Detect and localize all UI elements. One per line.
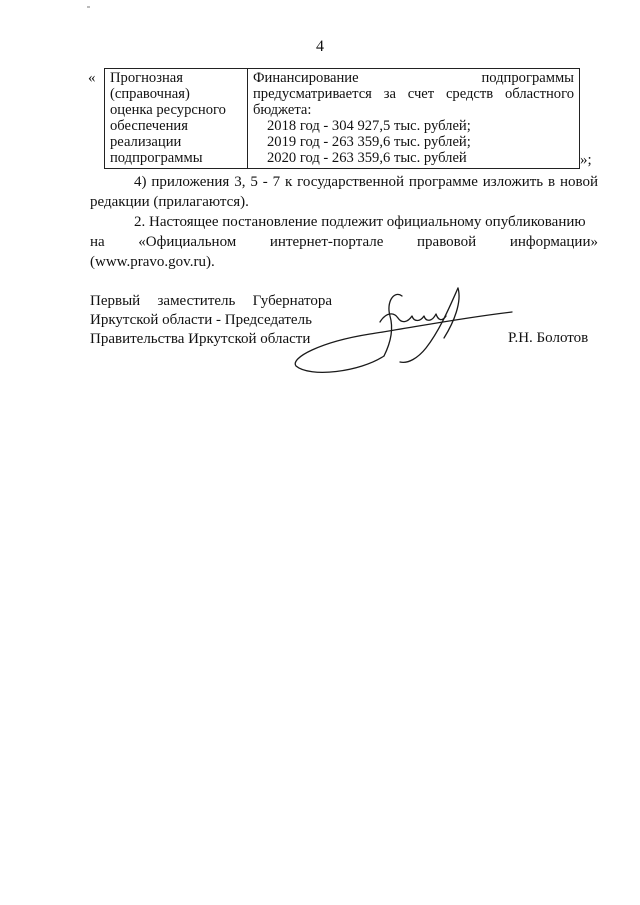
financing-heading: [253, 70, 574, 86]
table-row: [105, 69, 580, 169]
paragraph-2-line-1: 2. Настоящее постановление подлежит официальному опубликованию: [134, 214, 586, 230]
year-line-2019: 2019 год - 263 359,6 тыс. рублей;: [267, 134, 471, 150]
financing-line: бюджета:: [253, 102, 312, 118]
word: заместитель: [157, 293, 236, 309]
table-right-cell: [248, 69, 580, 169]
signatory-title-line-3: Правительства Иркутской области: [90, 331, 311, 347]
paragraph-2: [90, 212, 598, 272]
word: интернет-портале: [269, 234, 384, 250]
signatory-title-line-2: Иркутской области - Председатель: [90, 312, 312, 328]
paragraph-item-4: 4) приложения 3, 5 - 7 к государственной программе изложить в новой редакции (прилагаются).: [90, 174, 598, 210]
word: Губернатора: [252, 293, 332, 309]
left-line: оценка ресурсного: [110, 102, 226, 118]
financing-line: предусматривается за счет средств областного: [253, 86, 574, 102]
financing-word: Финансирование: [253, 70, 359, 86]
paragraph-2-line-2: [90, 232, 598, 252]
scan-artifact: [87, 6, 90, 8]
subprogram-word: подпрограммы: [481, 70, 574, 86]
left-line: (справочная): [110, 86, 190, 102]
left-line: обеспечения: [110, 118, 188, 134]
paragraph-2-line-3: (www.pravo.gov.ru).: [90, 254, 215, 270]
left-line: реализации: [110, 134, 182, 150]
table-left-cell: [105, 69, 248, 169]
word: «Официальном: [138, 234, 237, 250]
word: Первый: [90, 293, 141, 309]
quote-close: »;: [580, 152, 592, 168]
word: правовой: [417, 234, 477, 250]
page-number: 4: [316, 38, 324, 55]
year-line-2020: 2020 год - 263 359,6 тыс. рублей: [267, 150, 467, 166]
handwritten-signature: [290, 282, 520, 382]
signatory-name: Р.Н. Болотов: [508, 330, 589, 346]
word: информации»: [509, 234, 598, 250]
year-line-2018: 2018 год - 304 927,5 тыс. рублей;: [267, 118, 471, 134]
left-line: подпрограммы: [110, 150, 203, 166]
left-line: Прогнозная: [110, 70, 183, 86]
quote-open: «: [88, 70, 96, 86]
resource-table: [104, 68, 580, 169]
word: на: [90, 234, 105, 250]
